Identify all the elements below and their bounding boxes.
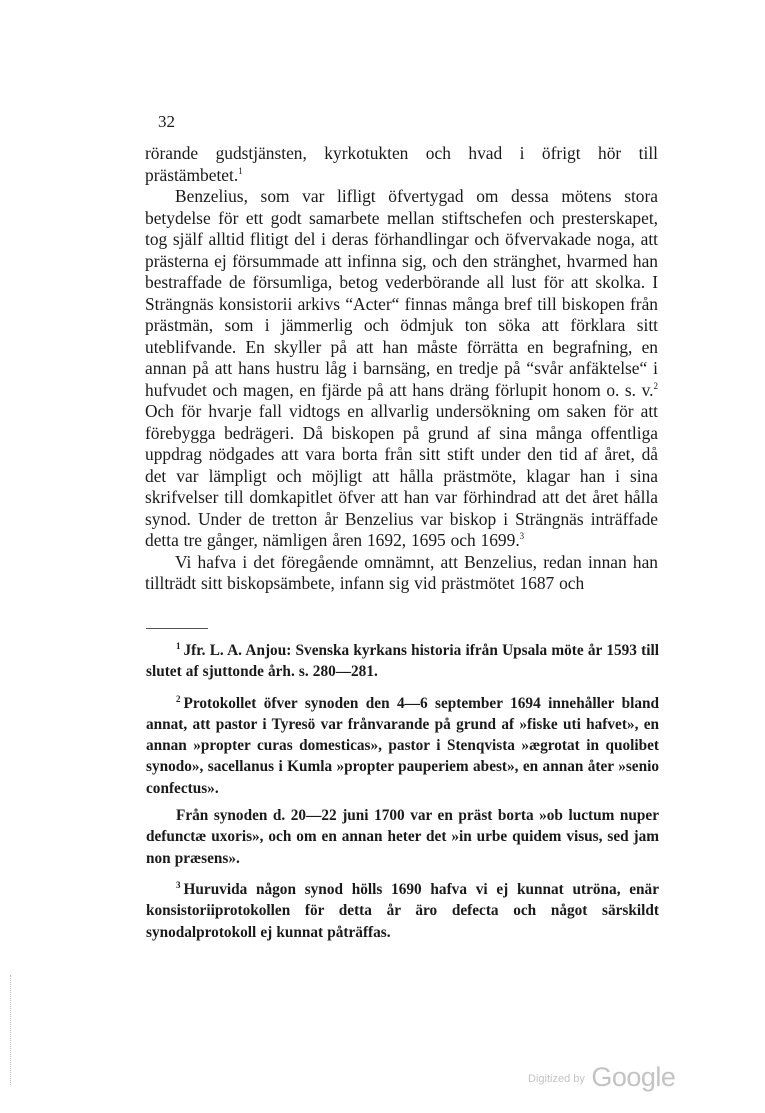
paragraph-text: Benzelius, som var lifligt öfvertygad om dessa mötens stora betydelse för ett godt samarbete mellan stiftschefen och presterskapet, tog själf alltid flitigt del i deras förhandlingar och öfvervakade noga, att prästerna ej försummade att infinna sig, och den stränghet, hvarmed han bestraffade de försumliga, betog vederbörande all lust för att skolka. I Strängnäs konsistorii arkivs “Acter“ finnas många bref till biskopen från prästmän, som i jämmerlig och ödmjuk ton söka att förklara sitt uteblifvande. En skyller på att han måste förrätta en begrafning, en annan på att hans hustru låg i barnsäng, en tredje på “svår anfäktelse“ i hufvudet och magen, en fjärde på att hans dräng förlupit honom o. s. v. <box>145 186 658 400</box>
footnote-ref: 1 <box>238 165 243 176</box>
paragraph-text: Vi hafva i det föregående omnämnt, att Benzelius, redan innan han tillträdt sitt biskopsämbete, infann sig vid prästmötet 1687 och <box>145 551 658 593</box>
footnote-text: Protokollet öfver synoden den 4—6 september 1694 innehåller bland annat, att pastor i Tyresö var frånvarande på grund af »fiske uti hafvet», en annan »propter curas domesticas», pastor i Stenqvista »ægrotat in quolibet synodo», sacellanus i Kumla »propter pauperiem abest», en annan åter »senio confectus». <box>146 694 659 797</box>
paragraph <box>145 186 658 552</box>
digitized-watermark <box>528 1062 675 1093</box>
paragraph-text: Och för hvarje fall vidtogs en allvarlig undersökning om saken för att förebygga bedrägeri. Då biskopen på grund af sina många offentliga uppdrag nödgades att vara borta från sitt stift under den tid af året, då det var lämpligt och möjligt att hålla prästmöte, klagar han i sina skrifvelser till domkapitlet öfver att han var förhindrad att det året hålla synod. Under de tretton år Benzelius var biskop i Strängnäs inträffade detta tre gånger, nämligen åren 1692, 1695 och 1699. <box>145 401 658 550</box>
paragraph <box>145 552 658 595</box>
paragraph <box>145 143 658 186</box>
footnote-mark: 3 <box>176 879 181 890</box>
watermark-prefix: Digitized by <box>528 1073 585 1085</box>
footnote <box>146 879 659 943</box>
page-number: 32 <box>158 112 175 131</box>
footnote-ref: 2 <box>653 380 658 391</box>
footnote-separator <box>146 628 208 629</box>
footnote-mark: 1 <box>176 641 181 651</box>
footnote-text: Jfr. L. A. Anjou: Svenska kyrkans historia ifrån Upsala möte år 1593 till slutet af sjuttonde årh. s. 280—281. <box>146 642 659 681</box>
footnote-text: Huruvida någon synod hölls 1690 hafva vi ej kunnat utröna, enär konsistoriiprotokollen för detta år äro defecta och något särskildt synodalprotokoll ej kunnat påträffas. <box>146 880 659 941</box>
footnotes <box>146 640 659 953</box>
scan-margin-marks <box>10 975 13 1085</box>
paragraph-text: rörande gudstjänsten, kyrkotukten och hvad i öfrigt hör till prästämbetet. <box>145 143 658 185</box>
google-logo: Google <box>591 1062 676 1092</box>
body-text <box>145 143 658 595</box>
footnote-mark: 2 <box>176 693 181 704</box>
footnote-text: Från synoden d. 20—22 juni 1700 var en präst borta »ob luctum nuper defunctæ uxoris», och om en annan heter det »in urbe quidem visus, sed jam non præsens». <box>146 807 659 867</box>
footnote <box>146 640 659 683</box>
footnote-continuation <box>146 805 659 869</box>
footnote <box>146 693 659 799</box>
footnote-ref: 3 <box>519 531 525 541</box>
